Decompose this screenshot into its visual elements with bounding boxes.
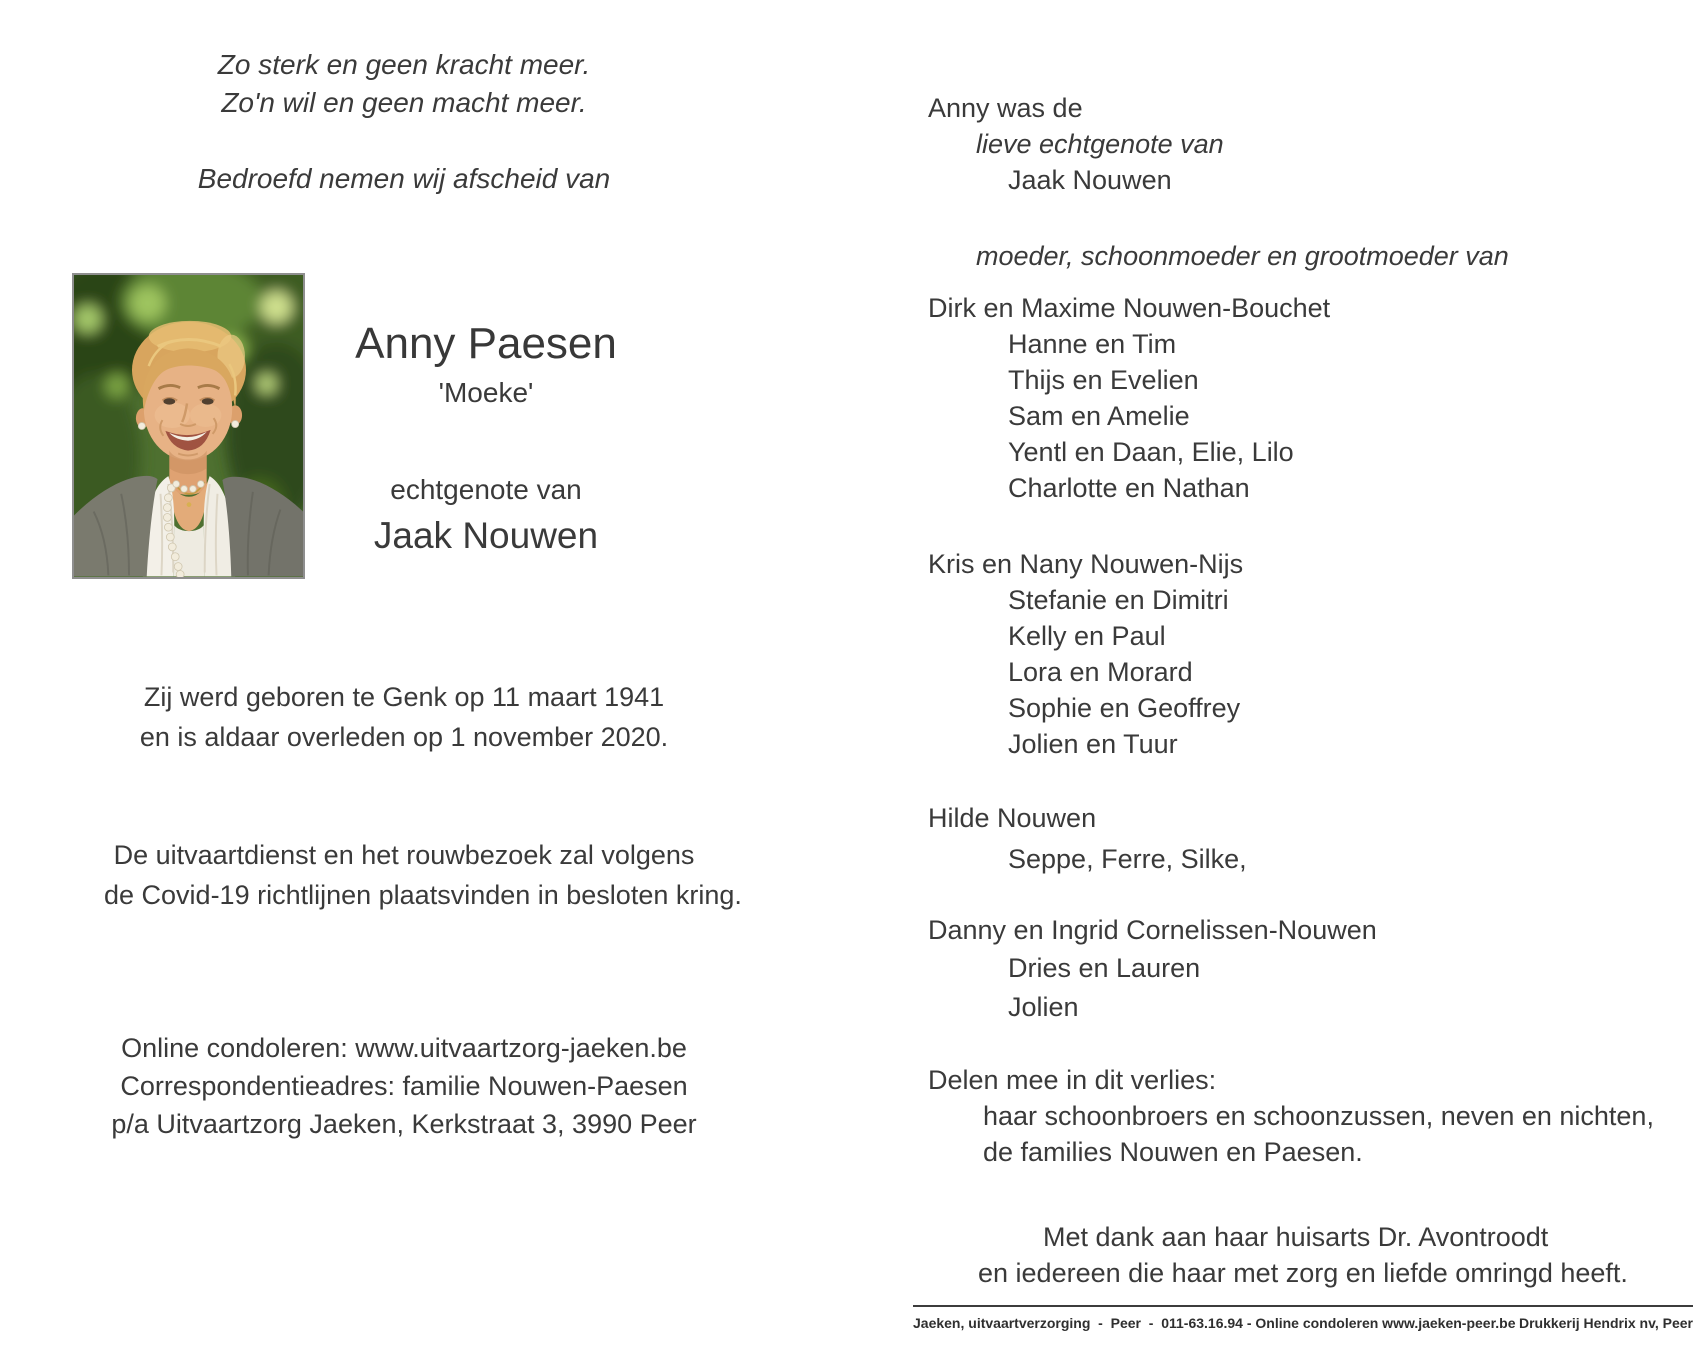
intro-line-2: lieve echtgenote van xyxy=(976,129,1224,159)
footer-printer-info: Drukkerij Hendrix nv, Peer xyxy=(1518,1315,1693,1331)
roles-line: moeder, schoonmoeder en grootmoeder van xyxy=(976,241,1509,271)
family-member-line: Kelly en Paul xyxy=(1008,621,1166,651)
deceased-name: Anny Paesen xyxy=(355,319,617,368)
service-line-1: De uitvaartdienst en het rouwbezoek zal volgens xyxy=(113,840,695,870)
family-member-line: Thijs en Evelien xyxy=(1008,365,1199,395)
family-member-line: Sophie en Geoffrey xyxy=(1008,693,1241,723)
thanks-line-1: Met dank aan haar huisarts Dr. Avontroodt xyxy=(1043,1222,1549,1252)
epigraph-line-1: Zo sterk en geen kracht meer. xyxy=(217,49,591,80)
birth-line: Zij werd geboren te Genk op 11 maart 1941 xyxy=(143,682,665,712)
epigraph xyxy=(104,46,704,198)
address-line: p/a Uitvaartzorg Jaeken, Kerkstraat 3, 3990 Peer xyxy=(111,1109,697,1139)
intro-line-1: Anny was de xyxy=(928,93,1083,123)
deceased-nickname: 'Moeke' xyxy=(438,377,534,408)
farewell-line: Bedroefd nemen wij afscheid van xyxy=(197,163,611,194)
condolence-line-1: haar schoonbroers en schoonzussen, neven en nichten, xyxy=(983,1101,1654,1131)
family-member-line: Jolien en Tuur xyxy=(1008,729,1178,759)
family-member-line: Yentl en Daan, Elie, Lilo xyxy=(1008,437,1294,467)
footer xyxy=(913,1305,1693,1331)
family-member-line: Seppe, Ferre, Silke, xyxy=(1008,844,1247,874)
contact-block xyxy=(104,1029,704,1143)
intro-line-3: Jaak Nouwen xyxy=(1008,165,1172,195)
family-group-head: Dirk en Maxime Nouwen-Bouchet xyxy=(928,293,1331,323)
online-condolence-line: Online condoleren: www.uitvaartzorg-jaeken.be xyxy=(121,1033,687,1063)
service-line-2: de Covid-19 richtlijnen plaatsvinden in besloten kring. xyxy=(104,880,742,910)
portrait-photo-illustration xyxy=(74,275,303,577)
family-group-head: Hilde Nouwen xyxy=(928,803,1097,833)
life-dates-block xyxy=(104,677,704,757)
family-group-head: Kris en Nany Nouwen-Nijs xyxy=(928,549,1244,579)
spouse-name: Jaak Nouwen xyxy=(373,515,599,556)
correspondence-line: Correspondentieadres: familie Nouwen-Paesen xyxy=(120,1071,688,1101)
relatives-column xyxy=(928,90,1673,1291)
family-member-line: Hanne en Tim xyxy=(1008,329,1177,359)
family-member-line: Stefanie en Dimitri xyxy=(1008,585,1229,615)
portrait-photo xyxy=(72,273,305,579)
condolence-head: Delen mee in dit verlies: xyxy=(928,1065,1217,1095)
family-member-line: Sam en Amelie xyxy=(1008,401,1190,431)
family-member-line: Dries en Lauren xyxy=(1008,953,1201,983)
condolence-line-2: de families Nouwen en Paesen. xyxy=(983,1137,1363,1167)
relation-label: echtgenote van xyxy=(390,474,582,505)
service-notice-block xyxy=(104,835,742,915)
death-line: en is aldaar overleden op 1 november 2020. xyxy=(139,722,669,752)
epigraph-line-2: Zo'n wil en geen macht meer. xyxy=(221,87,587,118)
name-block xyxy=(305,320,667,558)
family-group-head: Danny en Ingrid Cornelissen-Nouwen xyxy=(928,915,1377,945)
family-member-line: Charlotte en Nathan xyxy=(1008,473,1250,503)
family-member-line: Jolien xyxy=(1008,992,1079,1022)
family-member-line: Lora en Morard xyxy=(1008,657,1193,687)
footer-undertaker-info: Jaeken, uitvaartverzorging - Peer - 011-63.16.94 - Online condoleren www.jaeken-peer.be xyxy=(913,1315,1516,1331)
thanks-line-2: en iedereen die haar met zorg en liefde omringd heeft. xyxy=(978,1258,1628,1288)
